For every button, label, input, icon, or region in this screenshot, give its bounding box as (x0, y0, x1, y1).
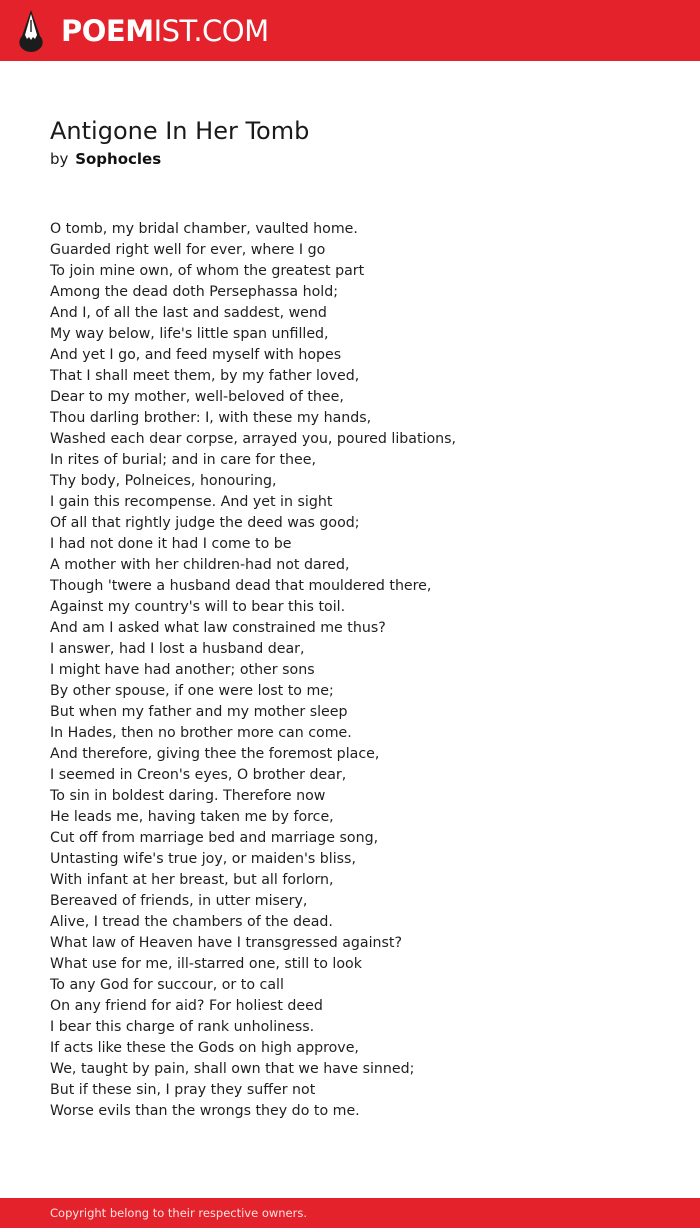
poem-line: I bear this charge of rank unholiness. (50, 1019, 315, 1035)
poem-line: And I, of all the last and saddest, wend (50, 305, 327, 321)
poem-line: What law of Heaven have I transgressed against? (50, 935, 403, 951)
poem-line: Though 'twere a husband dead that mouldered there, (50, 578, 432, 594)
author-link[interactable]: Sophocles (75, 150, 162, 168)
poem-line: He leads me, having taken me by force, (50, 809, 334, 825)
site-logo-link[interactable] (18, 10, 269, 52)
poem-line: Among the dead doth Persephassa hold; (50, 284, 339, 300)
copyright-text: Copyright belong to their respective owners. (50, 1206, 308, 1220)
poem-line: If acts like these the Gods on high approve, (50, 1040, 359, 1056)
poem-line: Thy body, Polneices, honouring, (50, 473, 277, 489)
poem-line: And am I asked what law constrained me thus? (50, 620, 386, 636)
poem-line: We, taught by pain, shall own that we have sinned; (50, 1061, 415, 1077)
by-label: by (50, 150, 69, 168)
poem-line: Guarded right well for ever, where I go (50, 242, 326, 258)
logo-light-part: IST.COM (153, 14, 269, 48)
poem-line: In Hades, then no brother more can come. (50, 725, 352, 741)
poem-line: I answer, had I lost a husband dear, (50, 641, 305, 657)
poem-body (50, 219, 670, 1122)
poem-line: That I shall meet them, by my father loved, (50, 368, 360, 384)
poem-line: But if these sin, I pray they suffer not (50, 1082, 316, 1098)
site-logo-text (61, 10, 269, 52)
poem-line: To any God for succour, or to call (50, 977, 284, 993)
site-footer (0, 1198, 700, 1228)
poem-line: I had not done it had I come to be (50, 536, 292, 552)
poem-line: Worse evils than the wrongs they do to me. (50, 1103, 360, 1119)
poem-line: Thou darling brother: I, with these my hands, (50, 410, 372, 426)
poem-line: Of all that rightly judge the deed was good; (50, 515, 360, 531)
poem-line: I seemed in Creon's eyes, O brother dear, (50, 767, 347, 783)
poem-line: A mother with her children-had not dared, (50, 557, 350, 573)
poem-line: Alive, I tread the chambers of the dead. (50, 914, 333, 930)
poem-line: Bereaved of friends, in utter misery, (50, 893, 308, 909)
poem-line: With infant at her breast, but all forlorn, (50, 872, 334, 888)
poem-line: By other spouse, if one were lost to me; (50, 683, 334, 699)
poem-line: What use for me, ill-starred one, still to look (50, 956, 362, 972)
poem-line: On any friend for aid? For holiest deed (50, 998, 323, 1014)
poem-line: In rites of burial; and in care for thee, (50, 452, 316, 468)
logo-bold-part: POEM (61, 14, 154, 48)
poem-line: O tomb, my bridal chamber, vaulted home. (50, 221, 358, 237)
poem-byline (50, 148, 161, 170)
poem-line: Dear to my mother, well-beloved of thee, (50, 389, 344, 405)
poem-line: To sin in boldest daring. Therefore now (50, 788, 326, 804)
poem-line: And therefore, giving thee the foremost place, (50, 746, 380, 762)
poem-line: Washed each dear corpse, arrayed you, poured libations, (50, 431, 457, 447)
poem-line: But when my father and my mother sleep (50, 704, 348, 720)
poem-line: Untasting wife's true joy, or maiden's bliss, (50, 851, 356, 867)
poem-line: To join mine own, of whom the greatest part (50, 263, 365, 279)
poem-line: I gain this recompense. And yet in sight (50, 494, 333, 510)
poem-line: And yet I go, and feed myself with hopes (50, 347, 342, 363)
poem-line: Cut off from marriage bed and marriage song, (50, 830, 379, 846)
poem-title: Antigone In Her Tomb (50, 117, 310, 145)
poem-line: My way below, life's little span unfilled, (50, 326, 329, 342)
poem-line: Against my country's will to bear this toil. (50, 599, 346, 615)
poem-line: I might have had another; other sons (50, 662, 315, 678)
site-header (0, 0, 700, 61)
quill-pen-icon (18, 10, 44, 52)
